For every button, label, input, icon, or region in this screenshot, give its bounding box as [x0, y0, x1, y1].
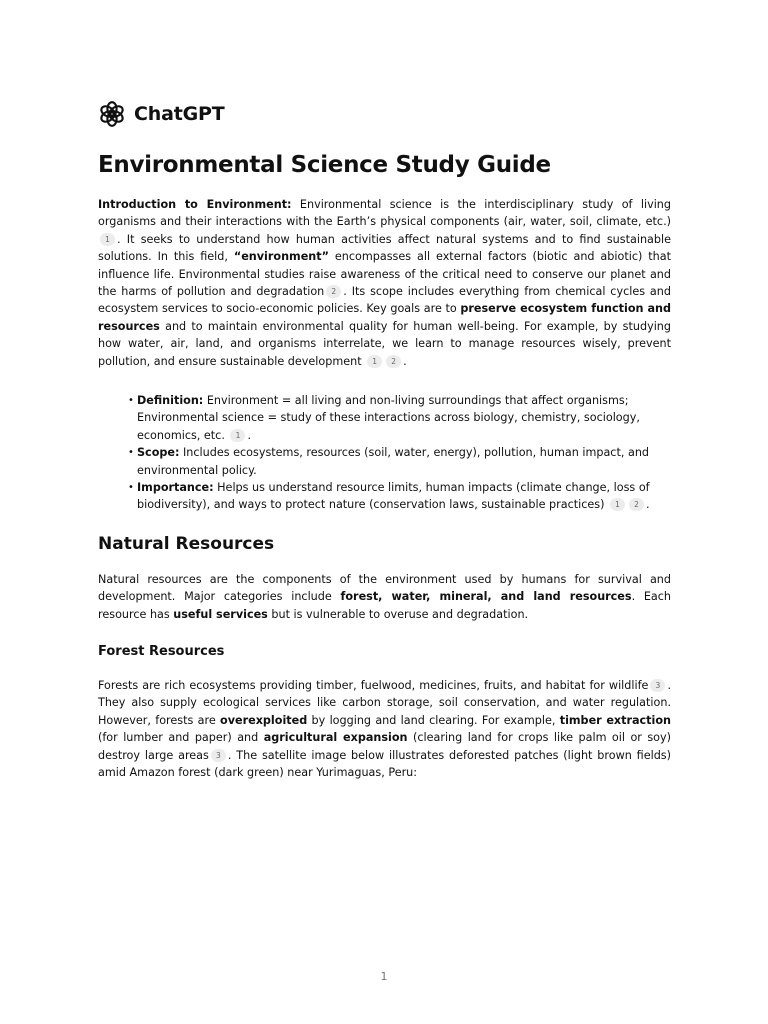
paragraph-text: (for lumber and paper) and [98, 731, 264, 745]
citation-badge[interactable]: 2 [326, 285, 341, 298]
citation-badge[interactable]: 1 [230, 429, 245, 442]
intro-bold: “environment” [233, 250, 329, 264]
bullet-label: Scope: [137, 446, 180, 460]
intro-text: encompasses all external factors (biotic and abiotic) that influence life. Environmental studies raise awareness of the critical need to conserve our planet and the harms of pollution and degradation [98, 250, 671, 299]
citation-badge[interactable]: 3 [211, 749, 226, 762]
list-item [128, 479, 673, 514]
paragraph-bold: overexploited [220, 713, 308, 727]
page-content [98, 98, 671, 180]
bullet-text: Includes ecosystems, resources (soil, water, energy), pollution, human impact, and environmental policy. [137, 446, 650, 477]
citation-badge[interactable]: 1 [610, 498, 625, 511]
brand-header [98, 98, 671, 130]
intro-text: Environmental science is the interdisciplinary study of living organisms and their interactions with the Earth’s physical components (air, water, soil, climate, etc.) [98, 198, 671, 229]
paragraph-text: . The satellite image below illustrates deforested patches (light brown fields) amid Amazon forest (dark green) near Yurimaguas, Peru: [98, 748, 672, 780]
citation-badge[interactable]: 2 [386, 355, 401, 368]
bullet-text: Helps us understand resource limits, human impacts (climate change, loss of biodiversity), and ways to protect nature (conservation laws, sustainable practices) [137, 481, 650, 512]
paragraph-text: (clearing land for crops like palm oil or soy) destroy large areas [98, 731, 671, 762]
list-item [128, 444, 673, 479]
intro-text: . [403, 354, 407, 368]
openai-logo-icon [98, 100, 126, 128]
paragraph-bold: useful services [173, 607, 268, 621]
natural-resources-paragraph [98, 571, 671, 623]
paragraph-text: . They also supply ecological services like carbon storage, soil conservation, and water regulation. However, forests are [98, 679, 671, 727]
paragraph-text: by logging and land clearing. For example, [307, 713, 560, 727]
intro-text: . It seeks to understand how human activities affect natural systems and to find sustainable solutions. In this field, [98, 232, 671, 264]
citation-badge[interactable]: 3 [650, 679, 665, 692]
page-title: Environmental Science Study Guide [98, 152, 551, 178]
bullet-end: . [646, 498, 650, 512]
paragraph-text: Forests are rich ecosystems providing timber, fuelwood, medicines, fruits, and habitat for wildlife [98, 679, 649, 692]
brand-name: ChatGPT [134, 103, 225, 125]
paragraph-bold: forest, water, mineral, and land resources [340, 590, 632, 604]
paragraph-text: Natural resources are the components of the environment used by humans for survival and development. Major categories include [98, 573, 671, 604]
citation-badge[interactable]: 1 [100, 233, 115, 246]
intro-label: Introduction to Environment: [98, 198, 292, 211]
bullet-text: Environment = all living and non-living surroundings that affect organisms; Environmental science = study of these interactions across biology, chemistry, sociology, economics, etc. [137, 394, 640, 442]
bullet-end: . [247, 428, 252, 442]
citation-badge[interactable]: 2 [629, 498, 644, 511]
paragraph-bold: agricultural expansion [263, 731, 408, 745]
citation-badge[interactable]: 1 [367, 355, 382, 368]
bullet-label: Definition: [137, 394, 204, 407]
paragraph-bold: timber extraction [559, 713, 671, 727]
page-number: 1 [380, 970, 388, 983]
subsection-heading: Forest Resources [98, 644, 225, 659]
section-heading: Natural Resources [98, 534, 275, 554]
paragraph-text: . Each resource has [98, 590, 672, 621]
list-item [128, 392, 673, 444]
bullet-label: Importance: [137, 481, 214, 495]
intro-paragraph [98, 196, 671, 370]
intro-bold: preserve ecosystem function and resources [98, 302, 671, 333]
key-points-list [128, 392, 673, 514]
forest-resources-paragraph [98, 677, 671, 781]
paragraph-text: but is vulnerable to overuse and degradation. [267, 607, 529, 621]
intro-text: and to maintain environmental quality for human well-being. For example, by studying how water, air, land, and organisms interrelate, we learn to manage resources wisely, prevent pollution, and ensure sustainable development [98, 319, 671, 368]
intro-text: . Its scope includes everything from chemical cycles and ecosystem services to socio-economic policies. Key goals are to [98, 285, 671, 316]
